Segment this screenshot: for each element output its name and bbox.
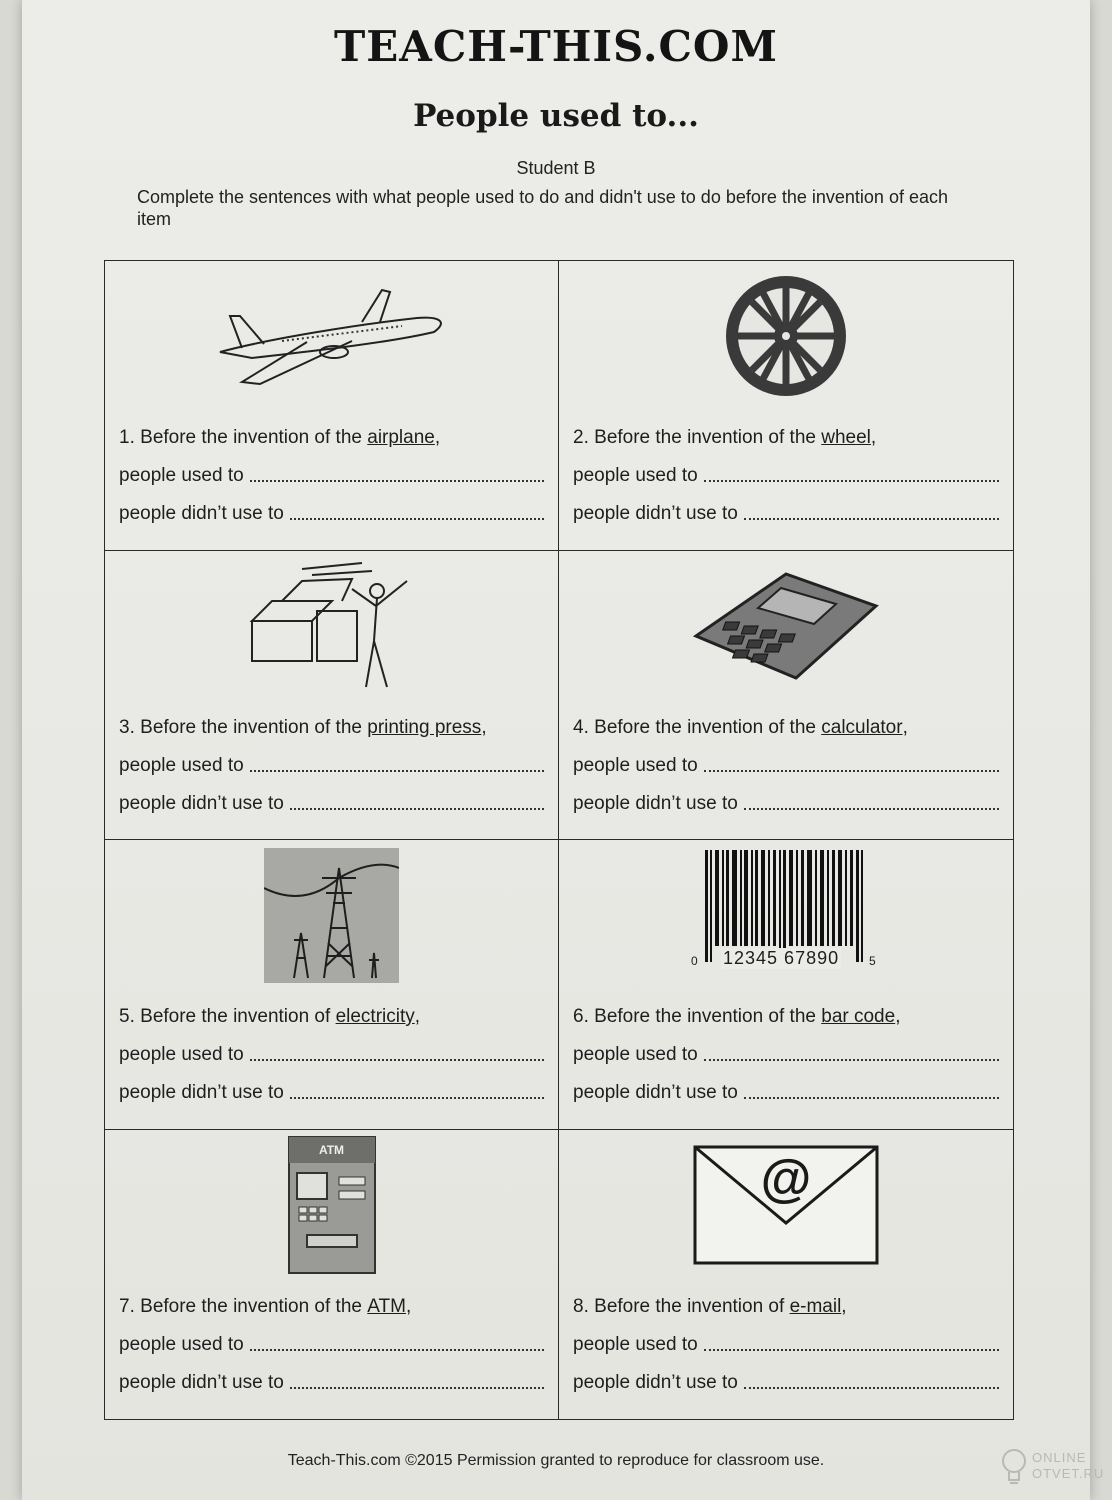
- exercise-8: @ 8. Before the invention of e-mail , people used to people didn’t use to: [559, 1130, 1013, 1420]
- answer-line-didnt-use-to[interactable]: [744, 518, 999, 520]
- item-number: 7.: [119, 1295, 135, 1317]
- item-number: 8.: [573, 1295, 589, 1317]
- barcode-right-digit: 5: [869, 954, 876, 968]
- atm-icon: [287, 1135, 377, 1275]
- power-pylon-icon: [264, 848, 399, 983]
- answer-line-used-to[interactable]: [704, 770, 999, 772]
- didnt-use-to-prompt: people didn’t use to: [119, 503, 284, 524]
- item-text: Before the invention of the: [140, 1295, 362, 1317]
- answer-line-used-to[interactable]: [250, 1349, 544, 1351]
- item-number: 1.: [119, 427, 135, 448]
- answer-line-didnt-use-to[interactable]: [290, 1387, 544, 1389]
- didnt-use-to-prompt: people didn’t use to: [119, 1371, 284, 1393]
- used-to-prompt: people used to: [119, 465, 244, 486]
- exercise-4: 4. Before the invention of the calculator , people used to people didn’t use to: [559, 551, 1013, 841]
- item-number: 4.: [573, 716, 589, 738]
- didnt-use-to-prompt: people didn’t use to: [119, 792, 284, 814]
- answer-line-used-to[interactable]: [250, 770, 544, 772]
- exercise-2: 2. Before the invention of the wheel , people used to people didn’t use to: [559, 261, 1013, 551]
- item-number: 5.: [119, 1006, 135, 1027]
- answer-line-didnt-use-to[interactable]: [290, 1097, 544, 1099]
- used-to-prompt: people used to: [119, 754, 244, 776]
- answer-line-didnt-use-to[interactable]: [744, 808, 999, 810]
- item-keyword: calculator: [821, 716, 903, 738]
- watermark-text: ONLINE OTVET.RU: [1032, 1450, 1105, 1481]
- exercise-5: 5. Before the invention of electricity , people used to people didn’t use to: [105, 840, 559, 1130]
- answer-line-didnt-use-to[interactable]: [290, 808, 544, 810]
- barcode-left-digit: 0: [691, 954, 698, 968]
- copyright-footer: Teach-This.com ©2015 Permission granted to reproduce for classroom use.: [287, 1452, 825, 1469]
- answer-line-used-to[interactable]: [704, 1059, 999, 1061]
- item-text: Before the invention of the: [594, 716, 816, 738]
- watermark: [1000, 1446, 1105, 1490]
- didnt-use-to-prompt: people didn’t use to: [573, 1082, 738, 1103]
- exercise-3: 3. Before the invention of the printing press , people used to people didn’t use to: [105, 551, 559, 841]
- used-to-prompt: people used to: [119, 1044, 244, 1065]
- item-text: Before the invention of the: [140, 716, 362, 738]
- exercise-grid: [104, 260, 1014, 1420]
- exercise-7: ATM 7. Before the invention of the ATM , people used to people didn’t use to: [105, 1130, 559, 1420]
- item-number: 2.: [573, 427, 589, 448]
- at-symbol: @: [760, 1149, 812, 1208]
- worksheet-title: People used to...: [413, 98, 699, 134]
- answer-line-used-to[interactable]: [704, 1349, 999, 1351]
- brand-title: TEACH-THIS.COM: [334, 22, 778, 71]
- item-number: 3.: [119, 716, 135, 738]
- didnt-use-to-prompt: people didn’t use to: [119, 1082, 284, 1103]
- email-envelope-icon: [693, 1145, 879, 1265]
- student-label: Student B: [516, 158, 596, 178]
- answer-line-used-to[interactable]: [704, 480, 999, 482]
- answer-line-didnt-use-to[interactable]: [744, 1387, 999, 1389]
- item-keyword: bar code: [821, 1006, 896, 1027]
- calculator-icon: [686, 566, 886, 686]
- item-text: Before the invention of: [140, 1006, 331, 1027]
- used-to-prompt: people used to: [119, 1333, 244, 1355]
- item-text: Before the invention of: [594, 1295, 785, 1317]
- worksheet-page: [22, 0, 1090, 1500]
- item-keyword: electricity: [335, 1006, 415, 1027]
- item-keyword: airplane: [367, 427, 435, 448]
- airplane-icon: [212, 286, 452, 386]
- exercise-6: 0 12345 67890 5 6. Before the invention of the bar code , people used to people didn’t use to: [559, 840, 1013, 1130]
- atm-sign: ATM: [318, 1142, 345, 1157]
- used-to-prompt: people used to: [573, 754, 698, 776]
- answer-line-used-to[interactable]: [250, 480, 544, 482]
- item-text: Before the invention of the: [140, 427, 362, 448]
- item-text: Before the invention of the: [594, 427, 816, 448]
- item-text: Before the invention of the: [594, 1006, 816, 1027]
- lightbulb-icon: [1000, 1448, 1028, 1486]
- answer-line-didnt-use-to[interactable]: [290, 518, 544, 520]
- used-to-prompt: people used to: [573, 465, 698, 486]
- used-to-prompt: people used to: [573, 1333, 698, 1355]
- exercise-1: 1. Before the invention of the airplane , people used to people didn’t use to: [105, 261, 559, 551]
- answer-line-used-to[interactable]: [250, 1059, 544, 1061]
- instructions: Complete the sentences with what people used to do and didn't use to do before the invention of each item: [137, 187, 948, 229]
- item-keyword: printing press: [367, 716, 482, 738]
- didnt-use-to-prompt: people didn’t use to: [573, 792, 738, 814]
- didnt-use-to-prompt: people didn’t use to: [573, 1371, 738, 1393]
- barcode-digits: 12345 67890: [723, 948, 840, 968]
- barcode-icon: [691, 850, 881, 980]
- item-keyword: e-mail: [789, 1295, 842, 1317]
- printing-press-icon: [242, 561, 422, 691]
- item-number: 6.: [573, 1006, 589, 1027]
- answer-line-didnt-use-to[interactable]: [744, 1097, 999, 1099]
- wheel-icon: [721, 271, 851, 401]
- item-keyword: wheel: [821, 427, 871, 448]
- item-keyword: ATM: [367, 1295, 406, 1317]
- used-to-prompt: people used to: [573, 1044, 698, 1065]
- didnt-use-to-prompt: people didn’t use to: [573, 503, 738, 524]
